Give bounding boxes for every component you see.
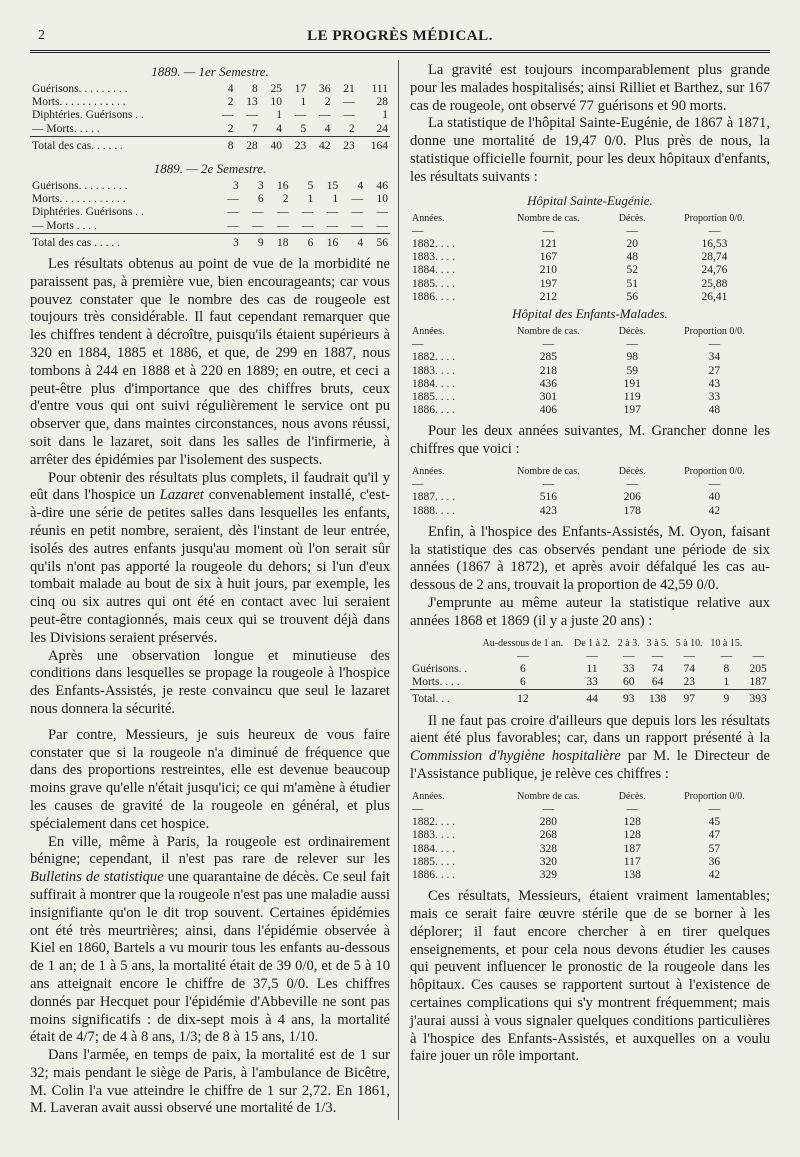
table-cell: 4 [340,233,365,250]
paragraph: La statistique de l'hôpital Sainte-Eugénie, de 1867 à 1871, donne une mortalité de 19,47 0/0. Plus près de nous, la statistique officielle fournit, pour les deux hôpitaux d'enfants, les résultats suivants : [410,115,770,185]
table-row [410,690,770,707]
table-cell: 5 [300,122,307,135]
column-header: Décès. [618,212,646,224]
table-row [410,829,770,842]
table-cell: 121 [539,237,557,250]
dash-cell: — [412,338,424,351]
table-cell: 15 [326,180,339,193]
dash-cell: — [720,649,733,662]
column-header [410,637,476,650]
table-cell: 3 [232,180,239,193]
paragraph: Dans l'armée, en temps de paix, la mortalité est de 1 sur 32; mais pendant le siège de Paris, à l'ambulance de Bicêtre, M. Colin l'a vue atteindre le chiffre de 1 sur 2,72. En 1861, M. Laveran avait aussi observé une mortalité de 1/3. [30,1047,390,1117]
table-cell: 2 [227,122,234,135]
right-column [410,62,770,1066]
table-cell: 1886. . . . [412,869,456,882]
assistance-publique-table [410,790,770,882]
table-row [410,676,770,690]
table-cell: 47 [708,829,721,842]
table-cell: 2 [282,193,289,206]
column-header: Années. [412,212,445,224]
table-cell: 1884. . . . [412,842,456,855]
table-cell: 33 [623,663,635,676]
table-cell: 516 [539,491,557,504]
dash-cell: — [542,803,555,816]
table-cell: 2 [324,96,331,109]
table-cell: 1885. . . . [412,391,456,404]
table-cell: 40 [260,136,284,153]
table-cell: — [326,219,339,232]
table-row [410,816,770,829]
table-cell: 8 [211,136,235,153]
table-cell: 56 [626,290,638,303]
column-header: Au-dessous de 1 an. [482,637,564,649]
table-cell: 164 [357,136,390,153]
table-cell: 24 [376,122,388,135]
paragraph: En ville, même à Paris, la rougeole est ordinairement bénigne; cependant, il n'est pas rare de relever sur les Bulletins de statistique une quarantaine de décès. Ce seul fait suffirait à montrer que la rougeole n'est pas une maladie aussi insignifiante qu'on le dit trop souvent. Certaines épidémies ont été très meurtrières; ainsi, dans l'épidémie observée à Kiel en 1860, Bartels a vu mourir tous les enfants au-dessous de 1 an; de 1 à 5 ans, la mortalité était de 39 0/0, et de 5 à 10 ans atteignait encore le chiffre de 37,5 0/0. Les chiffres donnés par Hecquet pour l'épidémie d'Abbeville ne sont pas moins significatifs : de dix-sept mois à 4 ans, la mortalité était de 4/7; de 4 à 8 ans, 1/3; de 8 à 15 ans, 1/10. [30,833,390,1046]
table-row [410,803,770,816]
dash-cell: — [542,338,555,351]
table-row [410,238,770,251]
table-cell: 59 [626,364,638,377]
column-header: Proportion 0/0. [684,212,745,224]
table-row [410,478,770,491]
table-cell: — [376,206,388,219]
table-row [410,843,770,856]
table-cell: 128 [623,829,641,842]
table-cell: 12 [476,690,570,707]
table-cell: 28 [376,96,388,109]
table-row [410,278,770,291]
table-cell: 206 [623,491,641,504]
table-cell: 3 [257,180,264,193]
table-cell: 33 [586,676,598,689]
left-column [30,62,390,1118]
table-cell: 1887. . . . [412,491,456,504]
table-cell: 46 [376,180,388,193]
table-cell: 36 [708,855,721,868]
table-cell: 1883. . . . [412,251,456,264]
page-number: 2 [38,28,45,43]
table-cell: 1883. . . . [412,364,456,377]
table-cell: 1883. . . . [412,829,456,842]
table-row [410,505,770,518]
table-cell: 43 [708,377,721,390]
table-row [30,233,390,250]
table-cell: 20 [626,237,638,250]
table-cell: — [246,109,258,122]
dash-cell: — [586,649,598,662]
column-divider [398,60,399,1120]
table-cell: — [276,206,289,219]
column-header: Nombre de cas. [517,466,580,478]
dash-cell: — [626,803,638,816]
column-header: Nombre de cas. [517,326,580,337]
table-row [30,109,390,122]
table-cell: 44 [570,690,615,707]
table-cell: 138 [623,869,641,882]
grancher-table [410,465,770,518]
page-header [30,28,770,50]
table-row [30,193,390,206]
table-cell: 6 [519,676,526,689]
table-header-row [410,637,770,650]
dash-cell: — [651,649,664,662]
dash-cell [410,650,476,663]
table-row [410,404,770,417]
table-cell: 28,74 [701,251,728,264]
row-label: Total des cas. . . . . . [30,136,211,153]
paragraph: Par contre, Messieurs, je suis heureux de vous faire constater que si la rougeole n'a diminué de fréquence que dans des proportions restreintes, elle est devenue beaucoup moins grave qu'elle n'était jusqu'ici; ce qui m'amène à étudier les causes de gravité de la rougeole en général, et plus spécialement dans cet hospice. [30,726,390,832]
row-label: Morts. . . . . . . . . . . . [32,193,126,206]
table-cell: 329 [539,869,557,882]
table-header-row [410,212,770,225]
table-cell: 34 [708,351,721,364]
table-cell: 21 [343,83,355,95]
table-cell: 64 [651,676,664,689]
table-cell: 9 [241,233,266,250]
column-header: Décès. [618,326,646,337]
row-label: Morts. . . . . . . . . . . . [32,96,126,109]
paragraph: La gravité est toujours incomparablement plus grande pour les malades hospitalisés; ainsi Rilliet et Barthez, sur 167 cas de rougeole, ont observé 77 guérisons et 90 morts. [410,62,770,114]
table-cell: — [276,219,289,232]
table-cell: 23 [332,136,356,153]
row-label: Guérisons. . . . . . . . . [32,180,128,193]
table-cell: 74 [651,663,664,676]
table-cell: — [294,109,307,122]
table-cell: 178 [623,504,641,517]
sainte-eugenie-table [410,212,770,304]
table-cell: 42 [708,504,721,517]
column-header: 3 à 5. [646,637,669,649]
table-cell: 406 [539,404,557,417]
table-cell: 301 [539,391,557,404]
table-header-row [410,325,770,338]
table-row [30,136,390,153]
table-cell: 4 [227,83,234,95]
table-cell: 25,88 [701,277,728,290]
table-row [410,650,770,663]
table-cell: 393 [746,690,770,707]
table-cell: — [301,206,314,219]
table-row [410,225,770,238]
column-header: Années. [412,326,445,337]
column-header: Nombre de cas. [517,212,580,224]
table-cell: 280 [539,816,557,829]
table-cell: 24,76 [701,264,728,277]
oyon-age-table [410,637,770,707]
table-cell: 4 [324,122,331,135]
column-header: Proportion 0/0. [684,326,745,337]
table-row [30,206,390,219]
table-cell: 16 [276,180,289,193]
table-cell: — [221,109,234,122]
column-header: 2 à 3. [617,637,640,649]
table-cell: 138 [643,690,672,707]
table-cell: 60 [623,676,635,689]
table-cell: 1 [332,193,339,206]
dash-cell: — [542,478,555,491]
table-cell: 8 [251,83,258,95]
dash-cell: — [752,649,764,662]
table-row [410,365,770,378]
table-cell: 23 [284,136,308,153]
table-row [410,251,770,264]
table-cell: 11 [586,663,598,676]
table-row [410,291,770,304]
row-label: — Morts. . . . . [32,122,100,135]
table-header-row [410,790,770,803]
dash-cell: — [708,803,721,816]
table-row [410,378,770,391]
table-cell: 13 [246,96,258,109]
dash-cell: — [623,649,635,662]
table-cell: 42 [308,136,332,153]
table-row [410,663,770,676]
row-label: Diphtéries. Guérisons . . [32,109,144,122]
table-cell: — [252,206,264,219]
column-header: Proportion 0/0. [684,790,745,802]
table-cell: 1882. . . . [412,816,456,829]
column-header: 5 à 10. [675,637,703,649]
table-header-row [410,465,770,478]
table-cell: 8 [723,663,730,676]
paragraph: Il ne faut pas croire d'ailleurs que depuis lors les résultats aient été plus favorables; car, dans un rapport présenté à la Commission d'hygiène hospitalière par M. le Directeur de l'Assistance publique, je relève ces chiffres : [410,712,770,783]
table-cell: — [351,193,364,206]
table-cell: 26,41 [701,290,728,303]
table-cell: 210 [539,264,557,277]
table-row [30,220,390,234]
table-cell: 57 [708,842,721,855]
table-cell: 1 [307,193,314,206]
header-rule [30,50,770,53]
table-cell: 18 [266,233,291,250]
table-cell: 2 [348,122,355,135]
table-cell: 51 [626,277,638,290]
column-header [746,637,770,650]
column-header: Années. [412,466,445,478]
table-cell: 25 [270,83,282,95]
column-header: Proportion 0/0. [684,466,745,478]
semester1-caption: 1889. — 1er Semestre. [151,64,269,79]
table-cell: 1 [276,109,282,122]
table-row [30,83,390,96]
table-cell: 98 [626,351,638,364]
table-cell: 197 [623,404,641,417]
table-cell: 5 [307,180,314,193]
table-row [410,264,770,277]
table-cell: — [227,206,239,219]
table-cell: 218 [539,364,557,377]
table-cell: Morts. . . . [412,676,460,689]
row-label: Total des cas . . . . . [30,233,216,250]
dash-cell: — [517,649,529,662]
table-cell: 436 [539,377,557,390]
row-label: — Morts . . . . [32,219,97,232]
dash-cell: — [412,478,424,491]
table-cell: 205 [749,663,767,676]
table-cell: 1 [723,676,730,689]
table-cell: 212 [539,290,557,303]
table-cell: 197 [539,277,557,290]
table-cell: 10 [270,96,282,109]
table-cell: 320 [539,855,557,868]
table-cell: 4 [357,180,364,193]
table-cell: 1884. . . . [412,377,456,390]
table-cell: — [227,219,239,232]
semester1-table [30,83,390,153]
table-cell: 7 [251,122,258,135]
table-cell: 111 [371,83,388,95]
row-label: Diphtéries. Guérisons . . [32,206,144,219]
table-cell: 1886. . . . [412,290,456,303]
table-cell: 3 [216,233,241,250]
table-cell: 328 [539,842,557,855]
table-cell: 1885. . . . [412,277,456,290]
row-label: Guérisons. . . . . . . . . [32,83,128,95]
dash-cell: — [412,224,424,237]
table-cell: 33 [708,391,721,404]
table-cell: 1 [300,96,307,109]
table-cell: 6 [519,663,526,676]
column-header: 10 à 15. [710,637,743,649]
table-cell: 1884. . . . [412,264,456,277]
dash-cell: — [683,649,695,662]
table-cell: Guérisons. . [412,663,468,676]
column-header: Décès. [618,790,646,802]
table-cell: 1885. . . . [412,855,456,868]
table-cell: 1882. . . . [412,351,456,364]
table-cell: — [376,219,388,232]
dash-cell: — [412,803,424,816]
table-cell: 93 [614,690,643,707]
table-cell: 23 [683,676,695,689]
table-cell: 128 [623,816,641,829]
dash-cell: — [626,338,638,351]
table-cell: 268 [539,829,557,842]
table-cell: 28 [235,136,259,153]
table-cell: 97 [672,690,706,707]
paragraph: Enfin, à l'hospice des Enfants-Assistés, M. Oyon, faisant la statistique des cas observés pendant une période de six années (1867 à 1872), et après avoir défalqué les cas au-dessous de 2 ans, trouvait la proportion de 42,59 0/0. [410,523,770,594]
column-header: Nombre de cas. [517,790,580,802]
table-cell: 167 [539,251,557,264]
table-cell: 56 [365,233,390,250]
dash-cell: — [542,224,555,237]
table-row [30,123,390,137]
semester2-caption: 1889. — 2e Semestre. [153,161,267,177]
table-row [410,869,770,882]
table-cell: 6 [290,233,315,250]
table-cell: — [301,219,314,232]
table-cell: — [252,219,264,232]
table-cell: 1 [382,109,388,122]
table-cell: 40 [708,491,721,504]
table-cell: 1882. . . . [412,237,456,250]
paragraph: Pour les deux années suivantes, M. Grancher donne les chiffres que voici : [410,423,770,458]
table-cell: 285 [539,351,557,364]
table-cell: 423 [539,504,557,517]
table-cell: — [326,206,339,219]
dash-cell: — [708,338,721,351]
semester2-table [30,180,390,250]
table-row [410,491,770,504]
table-cell: 27 [708,364,721,377]
table-row [410,391,770,404]
table-row [410,856,770,869]
dash-cell: — [626,478,638,491]
table-cell: 6 [257,193,264,206]
table-cell: — [343,96,355,109]
table-cell: — [227,193,239,206]
journal-title: LE PROGRÈS MÉDICAL. [307,28,493,44]
table-cell: 191 [623,377,641,390]
table-cell: 45 [708,816,721,829]
table-cell: 117 [623,855,641,868]
table-cell: 36 [318,83,331,95]
table-cell: 1886. . . . [412,404,456,417]
table-cell: 16 [315,233,340,250]
table-cell: 16,53 [701,237,728,250]
table-cell: — [343,109,355,122]
table-cell: — [351,206,364,219]
table-row [30,96,390,109]
column-header: Années. [412,790,445,802]
paragraph: Les résultats obtenus au point de vue de la morbidité ne paraissent pas, à première vue, bien encourageants; car vous pouvez constater que le nombre des cas de rougeole est toujours très considérable. Il faut cependant remarquer que les chiffres tendent à décroître, puisqu'ils étaient supérieurs à 320 en 1884, 1885 et 1886, et que, de 299 en 1887, nous tombons à 244 en 1888 et à 220 en 1889; en outre, et ceci a peut-être plus d'importance que des chiffres bruts, ceux d'entre vous qui ont suivi régulièrement le service ont pu observer que, dans maintes circonstances, nous avons réussi, soit dans le lazaret, soit dans les salles de l'infirmerie, à arrêter des épidémies par l'isolement des suspects. [30,256,390,468]
table-cell: 10 [376,193,388,206]
table-cell: Total. . . [410,690,476,707]
table-cell: 1888. . . . [412,504,456,517]
dash-cell: — [708,478,721,491]
paragraph: J'emprunte au même auteur la statistique relative aux années 1868 et 1869 (il y a juste 20 ans) : [410,595,770,629]
table-cell: — [351,219,364,232]
table-cell: 9 [706,690,746,707]
table-cell: 74 [683,663,695,676]
table-caption: Hôpital Sainte-Eugénie. [527,192,653,208]
table-caption: Hôpital des Enfants-Malades. [512,306,668,321]
table-cell: 48 [626,251,638,264]
paragraph: Ces résultats, Messieurs, étaient vraiment lamentables; mais ce serait faire œuvre stérile que de se borner à les déplorer; il faut encore chercher à en tirer quelques enseignements, et pour cela nous devons étudier les causes qui peuvent influencer le pronostic de la rougeole dans les hôpitaux. Ces causes se rapportent surtout à l'existence de certaines complications qui s'y montrent fréquemment; mais j'aurai aussi à vous signaler quelques conditions particulières à l'hospice des Enfants-Assistés, et auxquelles on a voulu faire jouer un rôle important. [410,888,770,1065]
dash-cell: — [626,224,638,237]
table-cell: 48 [708,404,721,417]
dash-cell: — [708,224,721,237]
table-cell: 187 [623,842,641,855]
table-row [410,351,770,364]
table-cell: 42 [708,869,721,882]
table-cell: 17 [294,83,307,95]
paragraph: Pour obtenir des résultats plus complets, il faudrait qu'il y eût dans l'hospice un Lazaret convenablement installé, c'est-à-dire une série de petites salles dans lesquelles les enfants, réunis en petit nombre, seraient, dès l'instant de leur entrée, isolés des autres enfants jusqu'au moment où l'on serait sûr qu'ils n'ont pas apporté la rougeole du dehors; si l'un d'eux tombait malade au bout de six à huit jours, par exemple, les cinq ou six autres qui ont été en contact avec lui seraient peut-être contagionnés, mais ceux qui se trouvent déjà dans les Divisions seraient préservés. [30,469,390,646]
paragraph: Après une observation longue et minutieuse des conditions dans lesquelles se propage la rougeole à l'hospice des Enfants-Assistés, je reste convaincu que seul le lazaret nous donnera la sécurité. [30,647,390,717]
table-cell: 119 [623,391,641,404]
table-cell: 2 [227,96,234,109]
table-row [30,180,390,193]
table-cell: — [318,109,331,122]
column-header: Décès. [618,466,646,478]
enfants-malades-table [410,325,770,417]
table-cell: 52 [626,264,638,277]
table-row [410,338,770,351]
column-header: De 1 à 2. [574,637,611,649]
table-cell: 4 [276,122,282,135]
table-cell: 187 [749,676,767,689]
